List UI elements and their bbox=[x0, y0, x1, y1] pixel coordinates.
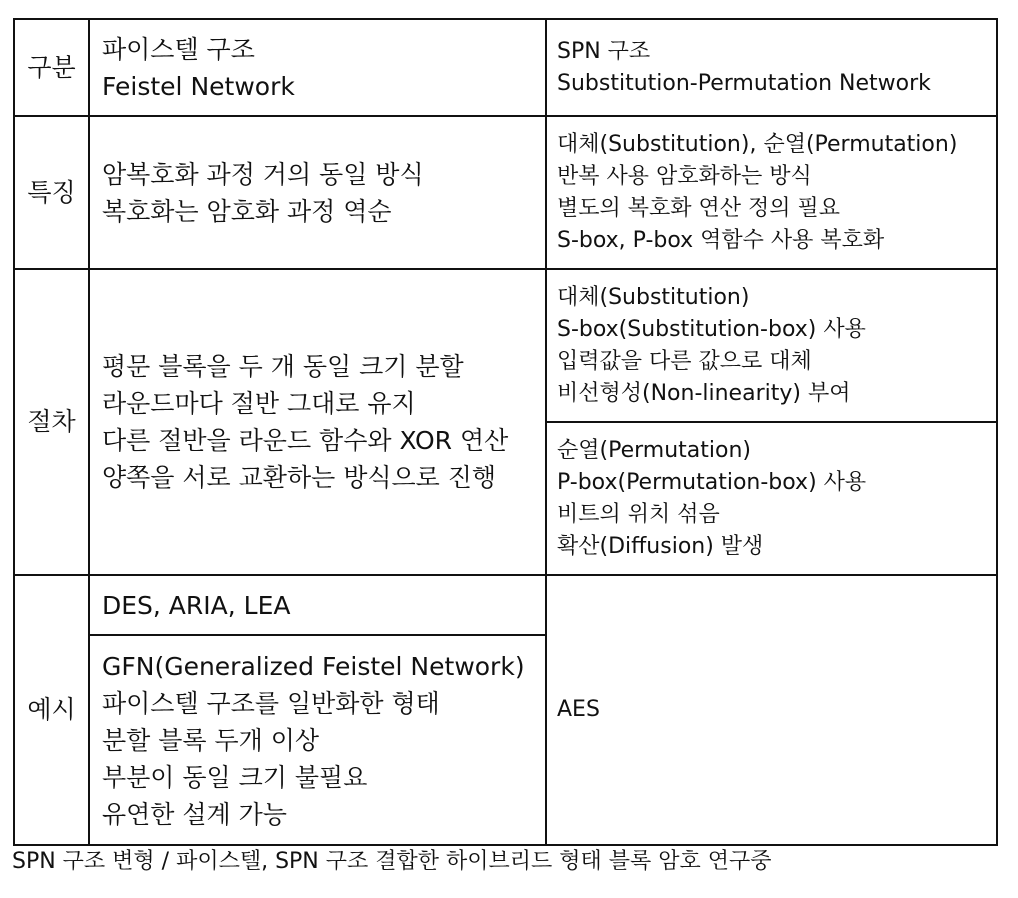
features-spn-line: 반복 사용 암호화하는 방식 bbox=[557, 163, 812, 189]
header-feistel-line: Feistel Network bbox=[102, 71, 295, 101]
header-feistel-cell bbox=[89, 19, 546, 116]
procedure-row-substitution bbox=[14, 269, 997, 422]
features-spn-cell bbox=[546, 116, 997, 269]
features-row bbox=[14, 116, 997, 269]
procedure-permutation-line: P-box(Permutation-box) 사용 bbox=[557, 469, 867, 495]
procedure-permutation-line: 확산(Diffusion) 발생 bbox=[557, 533, 764, 559]
features-spn-line: 별도의 복호화 연산 정의 필요 bbox=[557, 195, 840, 221]
header-category-label: 구분 bbox=[27, 52, 76, 82]
examples-spn-cell bbox=[546, 575, 997, 845]
procedure-substitution-line: 대체(Substitution) bbox=[557, 284, 750, 310]
examples-feistel-basic-cell bbox=[89, 575, 546, 635]
procedure-permutation-line: 순열(Permutation) bbox=[557, 437, 751, 463]
procedure-feistel-line: 평문 블록을 두 개 동일 크기 분할 bbox=[102, 352, 464, 381]
procedure-feistel-line: 다른 절반을 라운드 함수와 XOR 연산 bbox=[102, 426, 509, 455]
header-spn-cell bbox=[546, 19, 997, 116]
header-row bbox=[14, 19, 997, 116]
comparison-table bbox=[13, 18, 998, 846]
features-feistel-cell bbox=[89, 116, 546, 269]
procedure-permutation-line: 비트의 위치 섞음 bbox=[557, 501, 720, 527]
procedure-feistel-cell bbox=[89, 269, 546, 575]
header-spn-line: Substitution-Permutation Network bbox=[557, 70, 931, 96]
features-spn-line: 대체(Substitution), 순열(Permutation) bbox=[557, 131, 958, 157]
examples-gfn-line: 유연한 설계 가능 bbox=[102, 799, 287, 829]
features-label-cell bbox=[14, 116, 89, 269]
examples-gfn-line: 부분이 동일 크기 불필요 bbox=[102, 762, 368, 792]
procedure-substitution-line: 입력값을 다른 값으로 대체 bbox=[557, 348, 812, 374]
examples-gfn-line: GFN(Generalized Feistel Network) bbox=[102, 651, 525, 681]
header-spn-line: SPN 구조 bbox=[557, 38, 651, 64]
examples-feistel-gfn-cell bbox=[89, 635, 546, 845]
features-feistel-line: 복호화는 암호화 과정 역순 bbox=[102, 196, 392, 226]
examples-gfn-line: 분할 블록 두개 이상 bbox=[102, 725, 320, 755]
examples-label-cell bbox=[14, 575, 89, 845]
procedure-feistel-line: 양쪽을 서로 교환하는 방식으로 진행 bbox=[102, 463, 497, 492]
procedure-substitution-cell bbox=[546, 269, 997, 422]
procedure-label-cell bbox=[14, 269, 89, 575]
examples-gfn-line: 파이스텔 구조를 일반화한 형태 bbox=[102, 688, 440, 718]
features-label: 특징 bbox=[27, 177, 76, 207]
footer-note: SPN 구조 변형 / 파이스텔, SPN 구조 결합한 하이브리드 형태 블록 암호 연구중 bbox=[12, 849, 772, 874]
procedure-label: 절차 bbox=[27, 407, 76, 436]
features-feistel-line: 암복호화 과정 거의 동일 방식 bbox=[102, 159, 424, 189]
examples-label: 예시 bbox=[27, 695, 76, 724]
procedure-substitution-line: S-box(Substitution-box) 사용 bbox=[557, 316, 866, 342]
procedure-permutation-cell bbox=[546, 422, 997, 575]
features-spn-line: S-box, P-box 역함수 사용 복호화 bbox=[557, 227, 885, 253]
examples-feistel-basic-line: DES, ARIA, LEA bbox=[102, 590, 291, 620]
procedure-substitution-line: 비선형성(Non-linearity) 부여 bbox=[557, 380, 851, 406]
header-feistel-line: 파이스텔 구조 bbox=[102, 34, 255, 64]
examples-spn-line: AES bbox=[557, 697, 600, 722]
examples-row-basic bbox=[14, 575, 997, 635]
procedure-feistel-line: 라운드마다 절반 그대로 유지 bbox=[102, 389, 416, 418]
header-category-cell bbox=[14, 19, 89, 116]
